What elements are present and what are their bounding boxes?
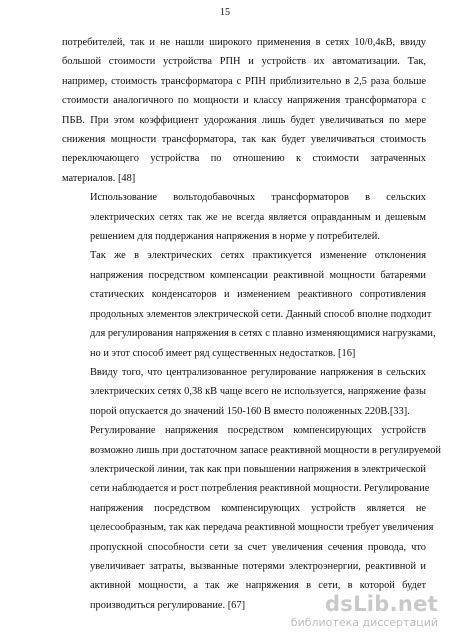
text-line: например, стоимость трансформатора с РПН приблизительно в 2,5 раза больше — [62, 75, 426, 87]
paragraph — [62, 188, 426, 246]
text-line: большой стоимости устройства РПН и устройств их автоматизации. Так, — [62, 56, 426, 68]
text-line: электрической линии, так как при повышении напряжения в электрической — [90, 463, 426, 475]
paragraph — [62, 246, 436, 362]
paragraph — [62, 421, 441, 615]
document-body — [62, 33, 441, 615]
text-line: снижения мощности трансформатора, так как будет увеличиваться стоимость — [62, 134, 426, 146]
text-line: электрических сетях так же не всегда является оправданным и дешевым — [90, 211, 426, 223]
text-line: напряжения посредством компенсации реактивной мощности батареями — [90, 269, 426, 281]
text-line: целесообразным, так как передача реактивной мощности требует увеличения — [90, 522, 434, 534]
text-line: Так же в электрических сетях практикуется изменение отклонения — [90, 250, 426, 262]
text-line: сети наблюдается и рост потребления реактивной мощности. Регулирование — [90, 483, 430, 495]
paragraph — [62, 363, 426, 421]
text-line: продольных элементов электрической сети. Данный способ вполне подходит — [90, 308, 432, 320]
text-line: Ввиду того, что централизованное регулирование напряжения в сельских — [90, 366, 426, 378]
text-line: Использование вольтодобавочных трансформаторов в сельских — [90, 192, 426, 204]
watermark-subtitle: библиотека диссертаций — [290, 616, 438, 629]
text-line: пропускной способности сети за счет увеличения сечения провода, что — [90, 541, 426, 553]
text-line: увеличивает затраты, вызванные потерями электроэнергии, реактивной и — [90, 560, 426, 572]
text-line: переключающего устройства по отношению к стоимости затраченных — [62, 153, 426, 165]
text-line: напряжения посредством компенсирующих устройств является не — [90, 502, 426, 514]
page-number: 15 — [220, 7, 230, 18]
paragraph — [62, 33, 426, 188]
text-line: решением для поддержания напряжения в норме у потребителей. — [90, 231, 380, 243]
text-line: ПБВ. При этом коэффициент удорожания лишь будет увеличиваться по мере — [62, 114, 426, 126]
watermark — [291, 593, 438, 629]
text-line: порой опускается до значений 150-160 В вместо положенных 220В.[33]. — [90, 405, 410, 417]
text-line: производиться регулирование. [67] — [90, 599, 246, 611]
text-line: статических конденсаторов и изменением реактивного сопротивления — [90, 289, 426, 301]
text-line: потребителей, так и не нашли широкого применения в сетях 10/0,4кВ, ввиду — [62, 37, 426, 48]
text-line: электрических сетях 0,38 кВ чаще всего не используется, напряжение фазы — [90, 386, 426, 398]
text-line: материалов. [48] — [62, 172, 136, 184]
text-line: Регулирование напряжения посредством компенсирующих устройств — [90, 425, 426, 437]
text-line: активной мощности, а так же напряжения в сети, в которой будет — [90, 580, 426, 592]
watermark-logo: dsLib.net — [324, 592, 438, 616]
text-line: для регулирования напряжения в сетях с плавно изменяющимися нагрузками, — [90, 328, 436, 340]
text-line: но и этот способ имеет ряд существенных недостатков. [16] — [90, 347, 356, 359]
text-line: стоимости аналогичного по мощности и классу напряжения трансформатора с — [62, 95, 426, 107]
text-line: возможно лишь при достаточном запасе реактивной мощности в регулируемой — [90, 444, 441, 456]
